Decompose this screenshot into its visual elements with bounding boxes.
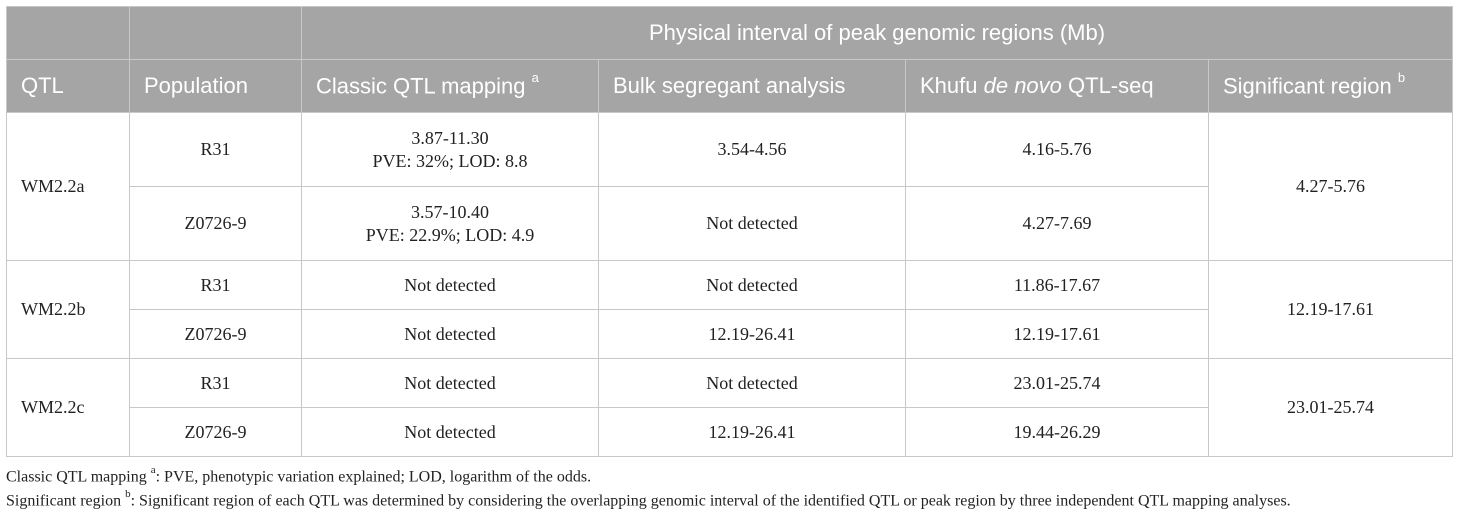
qtl-cell: WM2.2c (7, 359, 130, 457)
population-cell: R31 (130, 359, 302, 408)
classic-qtl-cell: Not detected (302, 310, 599, 359)
khufu-cell: 23.01-25.74 (906, 359, 1209, 408)
khufu-cell: 19.44-26.29 (906, 408, 1209, 457)
qtl-table (6, 6, 1453, 457)
significant-region-cell: 23.01-25.74 (1209, 359, 1453, 457)
khufu-cell: 4.27-7.69 (906, 187, 1209, 261)
column-header-qtl: QTL (7, 60, 130, 113)
column-header-significant-region: Significant region $^b$ (1209, 60, 1453, 113)
footnote-marker: b (1397, 69, 1406, 85)
footnote-a: Classic QTL mapping $^a$: PVE, phenotypic variation explained; LOD, logarithm of the odds. (6, 464, 592, 486)
classic-qtl-cell: Not detected (302, 261, 599, 310)
table-row (7, 113, 1453, 187)
classic-qtl-cell: Not detected (302, 408, 599, 457)
column-header-bulk-segregant-analysis: Bulk segregant analysis (599, 60, 906, 113)
table-row (7, 261, 1453, 310)
table-row (7, 359, 1453, 408)
header-column-row (7, 60, 1453, 113)
population-cell: Z0726-9 (130, 187, 302, 261)
bsa-cell: Not detected (599, 187, 906, 261)
bsa-cell: 12.19-26.41 (599, 310, 906, 359)
population-cell: Z0726-9 (130, 310, 302, 359)
bsa-cell: Not detected (599, 359, 906, 408)
significant-region-cell: 4.27-5.76 (1209, 113, 1453, 261)
qtl-cell: WM2.2b (7, 261, 130, 359)
column-header-khufu-qtl-seq: Khufu de novo QTL-seq (906, 60, 1209, 113)
classic-qtl-cell: Not detected (302, 359, 599, 408)
bsa-cell: 12.19-26.41 (599, 408, 906, 457)
qtl-cell: WM2.2a (7, 113, 130, 261)
khufu-cell: 4.16-5.76 (906, 113, 1209, 187)
significant-region-cell: 12.19-17.61 (1209, 261, 1453, 359)
header-group-row (7, 7, 1453, 60)
footnote-marker: a (531, 69, 539, 85)
column-header-population: Population (130, 60, 302, 113)
classic-qtl-cell: 3.87-11.30 PVE: 32%; LOD: 8.8 (302, 113, 599, 187)
footnote-b: Significant region $^b$: Significant region of each QTL was determined by considering the overlapping genomic interval of the identified QTL or peak region by three independent QTL mapping analyses. (6, 488, 1291, 510)
bsa-cell: Not detected (599, 261, 906, 310)
header-group-label: Physical interval of peak genomic regions (Mb) (302, 7, 1453, 60)
header-empty-cell (7, 7, 130, 60)
qtl-table-container (6, 6, 1452, 457)
column-header-classic-qtl-mapping: Classic QTL mapping $^a$ (302, 60, 599, 113)
bsa-cell: 3.54-4.56 (599, 113, 906, 187)
classic-qtl-cell: 3.57-10.40 PVE: 22.9%; LOD: 4.9 (302, 187, 599, 261)
khufu-cell: 12.19-17.61 (906, 310, 1209, 359)
population-cell: R31 (130, 261, 302, 310)
population-cell: Z0726-9 (130, 408, 302, 457)
header-empty-cell (130, 7, 302, 60)
population-cell: R31 (130, 113, 302, 187)
khufu-cell: 11.86-17.67 (906, 261, 1209, 310)
